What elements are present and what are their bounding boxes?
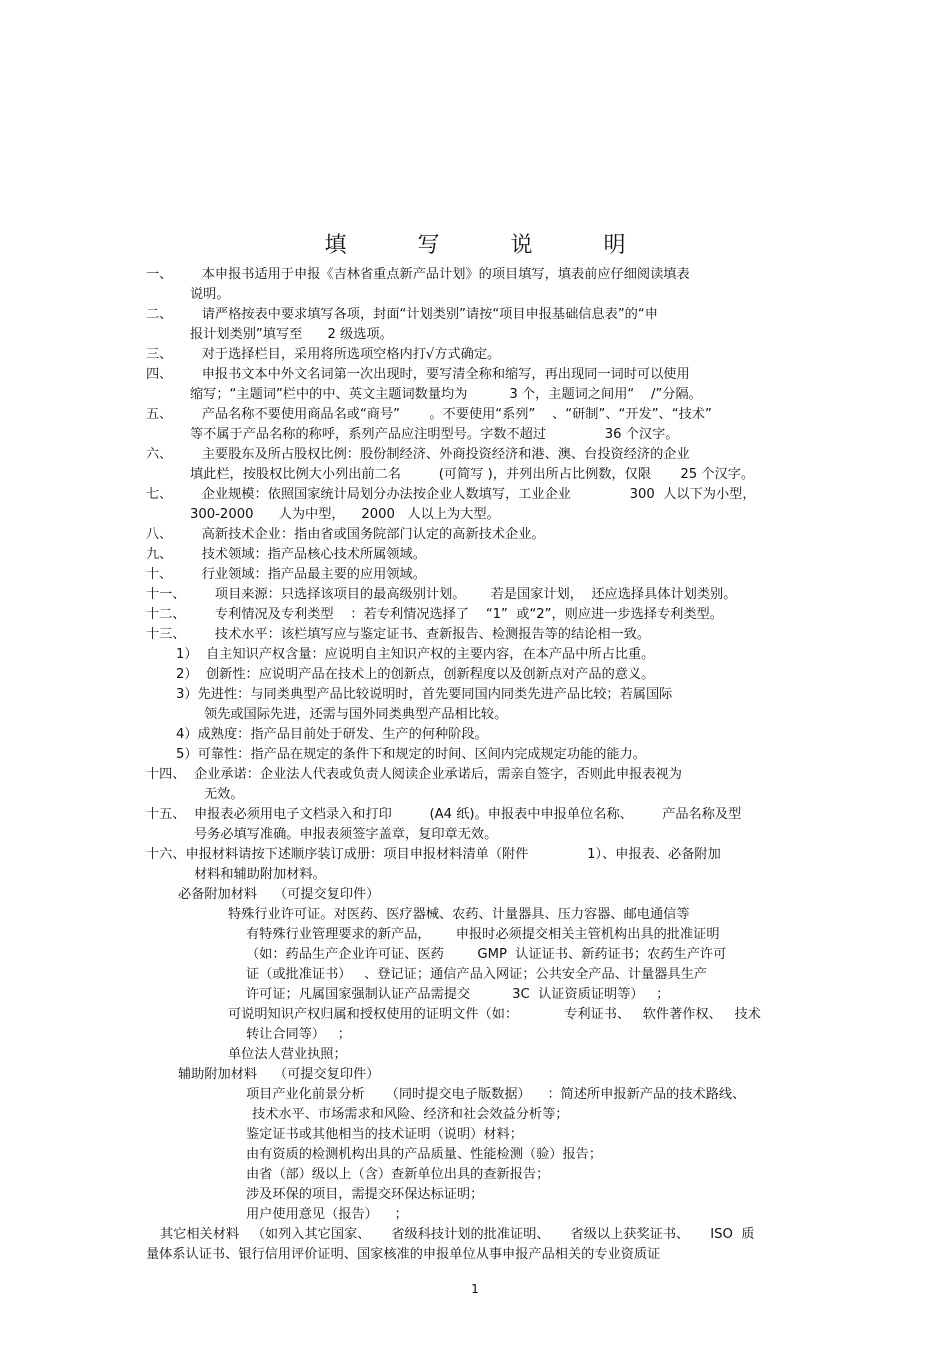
item-10: 十、 行业领域：指产品最主要的应用领域。 bbox=[146, 567, 426, 582]
auxiliary-material-1: 项目产业化前景分析 （同时提交电子版数据） ：简述所申报新产品的技术路线、 bbox=[246, 1087, 746, 1102]
item-2-cont: 报计划类别”填写至 2 级选项。 bbox=[190, 327, 393, 342]
item-13-sub-3: 3）先进性：与同类典型产品比较说明时，首先要同国内同类先进产品比较；若属国际 bbox=[176, 687, 673, 702]
item-1-cont: 说明。 bbox=[190, 287, 230, 302]
item-11: 十一、 项目来源：只选择该项目的最高级别计划。 若是国家计划， 还应选择具体计划类别。 bbox=[146, 587, 737, 602]
item-13-sub-5: 5）可靠性：指产品在规定的条件下和规定的时间、区间内完成规定功能的能力。 bbox=[176, 747, 646, 762]
item-16-cont: 材料和辅助附加材料。 bbox=[194, 867, 326, 882]
auxiliary-material-1-cont: 技术水平、市场需求和风险、经济和社会效益分析等； bbox=[252, 1107, 569, 1122]
item-4: 四、 申报书文本中外文名词第一次出现时，要写清全称和缩写，再出现同一词时可以使用 bbox=[146, 367, 690, 382]
item-3: 三、 对于选择栏目，采用将所选项空格内打√方式确定。 bbox=[146, 347, 501, 362]
required-material-1-cont-b: （如：药品生产企业许可证、医药 GMP 认证证书、新药证书；农药生产许可 bbox=[246, 947, 727, 962]
item-14: 十四、 企业承诺：企业法人代表或负责人阅读企业承诺后，需亲自签字，否则此申报表视为 bbox=[146, 767, 682, 782]
item-5-cont: 等不属于产品名称的称呼，系列产品应注明型号。字数不超过 36 个汉字。 bbox=[190, 427, 679, 442]
item-12: 十二、 专利情况及专利类型 ：若专利情况选择了 “1” 或“2”，则应进一步选择专利类型。 bbox=[146, 607, 723, 622]
item-7-cont: 300-2000 人为中型， 2000 人以上为大型。 bbox=[190, 507, 500, 522]
item-14-cont: 无效。 bbox=[204, 787, 244, 802]
auxiliary-material-4: 由省（部）级以上（含）查新单位出具的查新报告； bbox=[246, 1167, 550, 1182]
item-1: 一、 本申报书适用于申报《吉林省重点新产品计划》的项目填写，填表前应仔细阅读填表 bbox=[146, 267, 690, 282]
item-4-cont: 缩写；“主题词”栏中的中、英文主题词数量均为 3 个，主题词之间用“ /”分隔。 bbox=[190, 387, 702, 402]
item-9: 九、 技术领域：指产品核心技术所属领域。 bbox=[146, 547, 426, 562]
auxiliary-material-5: 涉及环保的项目，需提交环保达标证明； bbox=[246, 1187, 484, 1202]
page-number: 1 bbox=[471, 1282, 479, 1296]
other-materials: 其它相关材料 （如列入其它国家、 省级科技计划的批准证明、 省级以上获奖证书、 ISO 质 bbox=[160, 1227, 755, 1242]
item-13-sub-3-cont: 领先或国际先进，还需与国外同类典型产品相比较。 bbox=[204, 707, 508, 722]
page-title: 填 写 说 明 bbox=[324, 233, 658, 258]
item-15: 十五、 申报表必须用电子文档录入和打印 (A4 纸)。申报表中申报单位名称、 产品名称及型 bbox=[146, 807, 742, 822]
item-5: 五、 产品名称不要使用商品名或“商号” 。不要使用“系列” 、“研制”、“开发”、“技术” bbox=[146, 407, 712, 422]
auxiliary-material-6: 用户使用意见（报告） ； bbox=[246, 1207, 408, 1222]
required-material-1: 特殊行业许可证。对医药、医疗器械、农药、计量器具、压力容器、邮电通信等 bbox=[228, 907, 690, 922]
auxiliary-material-3: 由有资质的检测机构出具的产品质量、性能检测（验）报告； bbox=[246, 1147, 603, 1162]
item-6-cont: 填此栏，按股权比例大小列出前二名 (可简写 )，并列出所占比例数，仅限 25 个汉字。 bbox=[190, 467, 755, 482]
item-13: 十三、 技术水平：该栏填写应与鉴定证书、查新报告、检测报告等的结论相一致。 bbox=[146, 627, 651, 642]
item-16: 十六、申报材料请按下述顺序装订成册：项目申报材料清单（附件 1）、申报表、必备附加 bbox=[146, 847, 721, 862]
item-2: 二、 请严格按表中要求填写各项，封面“计划类别”请按“项目申报基础信息表”的“申 bbox=[146, 307, 658, 322]
required-material-1-cont-d: 许可证；凡属国家强制认证产品需提交 3C 认证资质证明等） ； bbox=[246, 987, 670, 1002]
item-7: 七、 企业规模：依照国家统计局划分办法按企业人数填写，工业企业 300 人以下为小型， bbox=[146, 487, 756, 502]
item-13-sub-1: 1） 自主知识产权含量：应说明自主知识产权的主要内容，在本产品中所占比重。 bbox=[176, 647, 655, 662]
item-13-sub-4: 4）成熟度：指产品目前处于研发、生产的何种阶段。 bbox=[176, 727, 488, 742]
required-material-2: 可说明知识产权归属和授权使用的证明文件（如： 专利证书、 软件著作权、 技术 bbox=[228, 1007, 761, 1022]
item-8: 八、 高新技术企业：指由省或国务院部门认定的高新技术企业。 bbox=[146, 527, 545, 542]
other-materials-cont: 量体系认证书、银行信用评价证明、国家核准的申报单位从事申报产品相关的专业资质证 bbox=[146, 1247, 661, 1262]
item-13-sub-2: 2） 创新性：应说明产品在技术上的创新点，创新程度以及创新点对产品的意义。 bbox=[176, 667, 655, 682]
required-material-1-cont-c: 证（或批准证书） 、登记证；通信产品入网证；公共安全产品、计量器具生产 bbox=[246, 967, 707, 982]
auxiliary-materials-heading: 辅助附加材料 （可提交复印件） bbox=[178, 1067, 380, 1082]
auxiliary-material-2: 鉴定证书或其他相当的技术证明（说明）材料； bbox=[246, 1127, 523, 1142]
item-6: 六、 主要股东及所占股权比例：股份制经济、外商投资经济和港、澳、台投资经济的企业 bbox=[146, 447, 690, 462]
required-material-2-cont: 转让合同等） ； bbox=[246, 1027, 351, 1042]
item-15-cont: 号务必填写准确。申报表须签字盖章，复印章无效。 bbox=[194, 827, 498, 842]
required-materials-heading: 必备附加材料 （可提交复印件） bbox=[178, 887, 380, 902]
required-material-3: 单位法人营业执照； bbox=[228, 1047, 347, 1062]
required-material-1-cont-a: 有特殊行业管理要求的新产品， 申报时必须提交相关主管机构出具的批准证明 bbox=[246, 927, 720, 942]
